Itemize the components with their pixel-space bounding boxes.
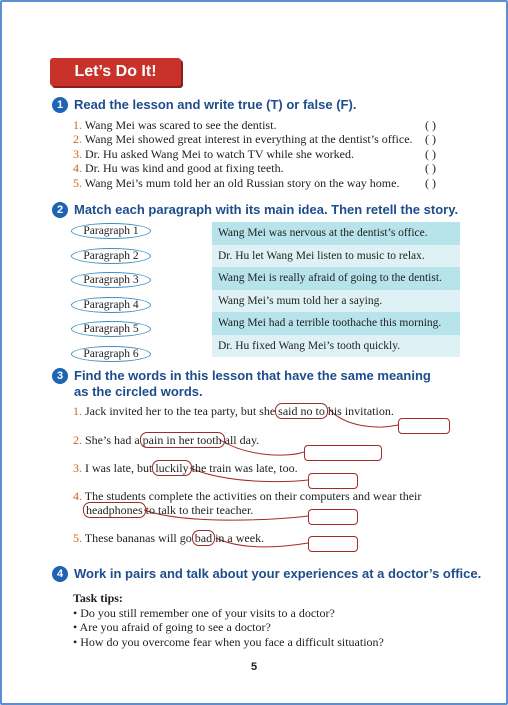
- find-word-item: [73, 404, 394, 419]
- main-idea-row[interactable]: Dr. Hu fixed Wang Mei’s tooth quickly.: [212, 335, 460, 358]
- find-word-item: [73, 531, 264, 546]
- answer-box[interactable]: [308, 509, 358, 525]
- sentence-text: in a week.: [215, 531, 265, 545]
- answer-blank[interactable]: ( ): [425, 161, 436, 176]
- paragraph-label[interactable]: Paragraph 4: [71, 297, 151, 313]
- answer-blank[interactable]: ( ): [425, 146, 436, 161]
- main-idea-row[interactable]: Wang Mei is really afraid of going to the dentist.: [212, 267, 460, 290]
- section-number-badge: 4: [52, 566, 68, 582]
- item-number: 1.: [73, 404, 82, 418]
- find-word-item: [73, 433, 259, 448]
- sentence-text: the train was late, too.: [191, 461, 298, 475]
- main-idea-row[interactable]: Wang Mei was nervous at the dentist’s office.: [212, 222, 460, 245]
- answer-box[interactable]: [308, 536, 358, 552]
- section-4-heading: [52, 566, 481, 582]
- answer-box[interactable]: [308, 473, 358, 489]
- statement: Wang Mei showed great interest in everything at the dentist’s office.: [84, 132, 413, 147]
- answer-blank[interactable]: ( ): [425, 132, 436, 147]
- item-number: 5.: [73, 175, 82, 190]
- find-word-item: [73, 461, 298, 476]
- page-number: 5: [250, 661, 258, 673]
- sentence-text: his invitation.: [327, 404, 394, 418]
- section-instruction: Read the lesson and write true (T) or false (F).: [74, 97, 357, 112]
- sentence-text: all day.: [224, 433, 260, 447]
- section-number-badge: 1: [52, 97, 68, 113]
- circled-word: bad: [192, 530, 215, 546]
- circled-word: luckily: [152, 460, 191, 476]
- paragraph-label[interactable]: Paragraph 5: [71, 321, 151, 337]
- answer-blank[interactable]: ( ): [425, 118, 436, 132]
- tip-item: • Are you afraid of going to see a doctor?: [73, 620, 271, 634]
- main-idea-row[interactable]: Dr. Hu let Wang Mei listen to music to relax.: [212, 245, 460, 268]
- paragraph-label[interactable]: Paragraph 6: [71, 346, 151, 362]
- task-tips-title: Task tips:: [73, 591, 123, 605]
- statement: Wang Mei’s mum told her an old Russian story on the way home.: [84, 175, 400, 190]
- paragraph-label[interactable]: Paragraph 1: [71, 223, 151, 239]
- circled-word: said no to: [275, 403, 328, 419]
- answer-box[interactable]: [304, 445, 382, 461]
- section-instruction: Work in pairs and talk about your experiences at a doctor’s office.: [74, 566, 482, 581]
- tip-item: • How do you overcome fear when you face a difficult situation?: [73, 634, 384, 649]
- statement: Dr. Hu was kind and good at fixing teeth.: [85, 161, 284, 176]
- task-tips: [73, 591, 384, 649]
- sentence-text: She’s had a: [85, 433, 140, 447]
- section-number-badge: 2: [52, 202, 68, 218]
- item-number: 4.: [73, 489, 82, 503]
- sentence-text: The students complete the activities on their computers and wear their: [84, 489, 422, 503]
- item-number: 5.: [73, 531, 82, 545]
- sentence-text: I was late, but: [85, 461, 153, 475]
- lets-do-it-banner: Let’s Do It!: [50, 58, 181, 86]
- sentence-text: to talk to their teacher.: [145, 503, 254, 517]
- sentence-text: Jack invited her to the tea party, but she: [85, 404, 276, 418]
- item-number: 4.: [73, 161, 82, 176]
- section-number-badge: 3: [52, 368, 68, 384]
- item-number: 3.: [73, 146, 82, 161]
- item-number: 2.: [73, 132, 82, 147]
- tip-item: • Do you still remember one of your visits to a doctor?: [73, 605, 335, 620]
- item-number: 1.: [73, 118, 82, 132]
- circled-word: headphones: [83, 502, 146, 518]
- item-number: 2.: [73, 433, 82, 447]
- answer-box[interactable]: [398, 418, 450, 434]
- statement: Wang Mei was scared to see the dentist.: [84, 118, 277, 132]
- sentence-text: These bananas will go: [84, 531, 192, 545]
- item-number: 3.: [73, 461, 82, 475]
- section-instruction: Find the words in this lesson that have the same meaning as the circled words.: [74, 368, 431, 399]
- answer-blank[interactable]: ( ): [425, 175, 436, 190]
- section-instruction: Match each paragraph with its main idea. Then retell the story.: [74, 202, 459, 217]
- main-idea-row[interactable]: Wang Mei’s mum told her a saying.: [212, 290, 460, 313]
- find-word-item-continued: [83, 503, 253, 518]
- main-idea-row[interactable]: Wang Mei had a terrible toothache this morning.: [212, 312, 460, 335]
- statement: Dr. Hu asked Wang Mei to watch TV while she worked.: [85, 146, 354, 161]
- paragraph-label[interactable]: Paragraph 2: [71, 248, 151, 264]
- paragraph-label[interactable]: Paragraph 3: [71, 272, 151, 288]
- circled-word: pain in her tooth: [140, 432, 225, 448]
